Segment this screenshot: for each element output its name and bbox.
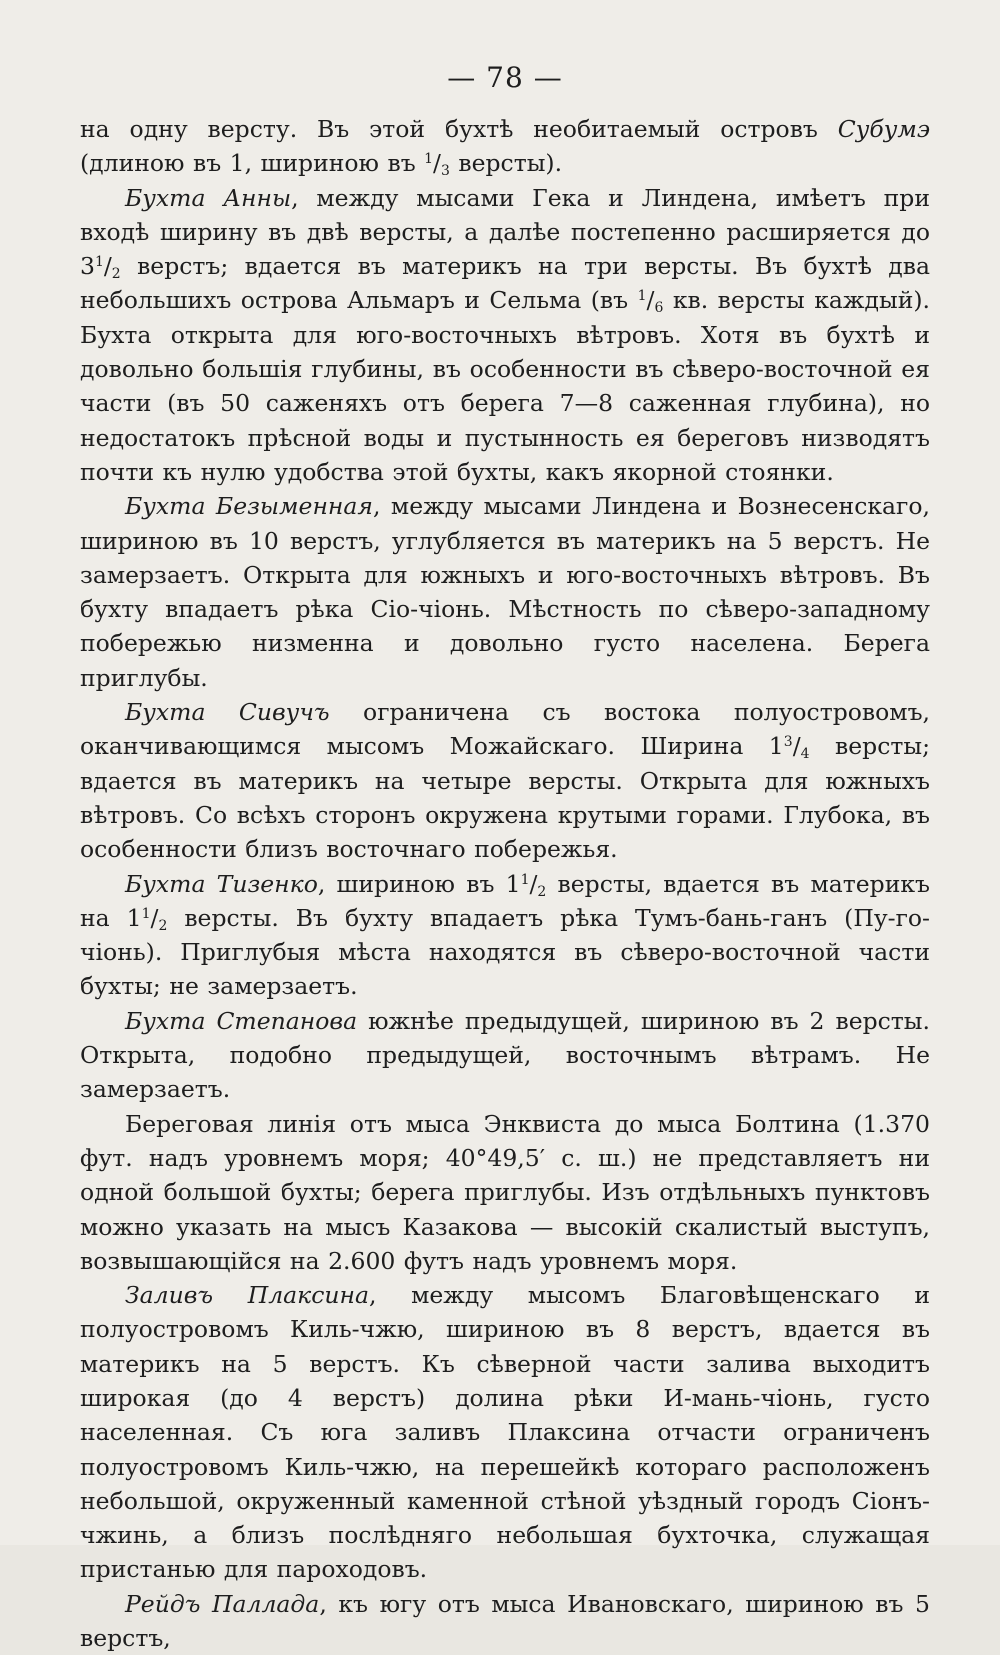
paragraph <box>80 1107 930 1278</box>
paragraph <box>80 1278 930 1587</box>
paragraph <box>80 1587 930 1655</box>
paragraph <box>80 867 930 1004</box>
text-run: ограничена съ востока полуостровомъ, оканчивающимся мысомъ Можайскаго. Ширина 1 <box>80 698 930 761</box>
text-run: южнѣе предыдущей, шириною въ 2 версты. Открыта, подобно предыдущей, восточнымъ вѣтрамъ. Не замерзаетъ. <box>80 1006 930 1104</box>
text-run: версты, вдается въ материкъ на 1 <box>80 869 930 932</box>
place-name-italic: Бухта Безыменная <box>125 492 373 521</box>
fraction: $^3/_4$ <box>783 732 810 763</box>
text-run: Береговая линія отъ мыса Энквиста до мыса Болтина (1.370 фут. надъ уровнемъ моря; 40°49,5′ с. ш.) не представляетъ ни одной большой бухты; берега приглубы. Изъ отдѣльныхъ пунктовъ можно указать на мысъ Казакова — высокій скалистый выступъ, возвышающійся на 2.600 футъ надъ уровнемъ моря. <box>80 1109 930 1275</box>
text-run: верстъ; вдается въ материкъ на три версты. Въ бухтѣ два небольшихъ острова Альмаръ и Сельма (въ <box>80 252 930 315</box>
fraction: $^1/_2$ <box>141 903 168 934</box>
place-name-italic: Субумэ <box>837 115 930 143</box>
place-name-italic: Бухта Анны <box>125 183 292 212</box>
text-run: версты). <box>449 149 563 178</box>
place-name-italic: Бухта Степанова <box>125 1006 358 1035</box>
text-run: , между мысами Гека и Линдена, имѣетъ при входѣ ширину въ двѣ версты, а далѣе постепенно расширяется до 3 <box>80 183 930 281</box>
paragraph <box>80 695 930 866</box>
text-run: , между мысами Линдена и Вознесенскаго, шириною въ 10 верстъ, углубляется въ материкъ на 5 верстъ. Не замерзаетъ. Открыта для южныхъ и юго-восточныхъ вѣтровъ. Въ бухту впадаетъ рѣка Сіо-чіонь. Мѣстность по сѣверо-западному побережью низменна и довольно густо населена. Берега приглубы. <box>80 492 930 692</box>
place-name-italic: Заливъ Плаксина <box>125 1281 369 1310</box>
place-name-italic: Бухта Тизенко <box>125 869 318 898</box>
fraction: $^1/_6$ <box>637 286 664 317</box>
place-name-italic: Рейдъ Паллада <box>125 1589 320 1618</box>
text-run: , между мысомъ Благовѣщенскаго и полуостровомъ Киль-чжю, шириною въ 8 верстъ, вдается въ материкъ на 5 верстъ. Къ сѣверной части залива выходитъ широкая (до 4 верстъ) долина рѣки И-мань-чіонь, густо населенная. Съ юга заливъ Плаксина отчасти ограниченъ полуостровомъ Киль-чжю, на перешейкѣ котораго расположенъ небольшой, окруженный каменной стѣной уѣздный городъ Сіонъ-чжинь, а близъ послѣдняго небольшая бухточка, служащая пристанью для пароходовъ. <box>80 1281 930 1584</box>
text-run: (длиною въ 1, шириною въ <box>80 149 425 178</box>
text-run: на одну версту. Въ этой бухтѣ необитаемый островъ <box>80 115 838 143</box>
fraction: $^1/_3$ <box>424 149 450 180</box>
text-run: , шириною въ 1 <box>317 869 521 898</box>
paragraph <box>80 489 930 695</box>
place-name-italic: Бухта Сивучъ <box>125 698 330 727</box>
fraction: $^1/_2$ <box>94 252 121 283</box>
text-run: кв. версты каждый). Бухта открыта для юго-восточныхъ вѣтровъ. Хотя въ бухтѣ и довольно большія глубины, въ особенности въ сѣверо-восточной ея части (въ 50 саженяхъ отъ берега 7—8 саженная глубина), но недостатокъ прѣсной воды и пустынность ея береговъ низводятъ почти къ нулю удобства этой бухты, какъ якорной стоянки. <box>80 286 930 486</box>
paragraph <box>80 181 930 490</box>
paragraph <box>80 1004 930 1107</box>
paragraph <box>80 112 930 181</box>
text-run: версты. Въ бухту впадаетъ рѣка Тумъ-бань-ганъ (Пу-го-чіонь). Приглубыя мѣста находятся въ сѣверо-восточной части бухты; не замерзаетъ. <box>80 903 930 1001</box>
page-number: — 78 — <box>447 61 563 94</box>
fraction: $^1/_2$ <box>520 869 547 900</box>
text-run: , къ югу отъ мыса Ивановскаго, шириною въ 5 верстъ, <box>80 1589 930 1653</box>
body-text <box>80 112 930 1655</box>
text-run: версты; вдается въ материкъ на четыре версты. Открыта для южныхъ вѣтровъ. Со всѣхъ сторонъ окружена крутыми горами. Глубока, въ особенности близъ восточнаго побережья. <box>80 732 930 864</box>
